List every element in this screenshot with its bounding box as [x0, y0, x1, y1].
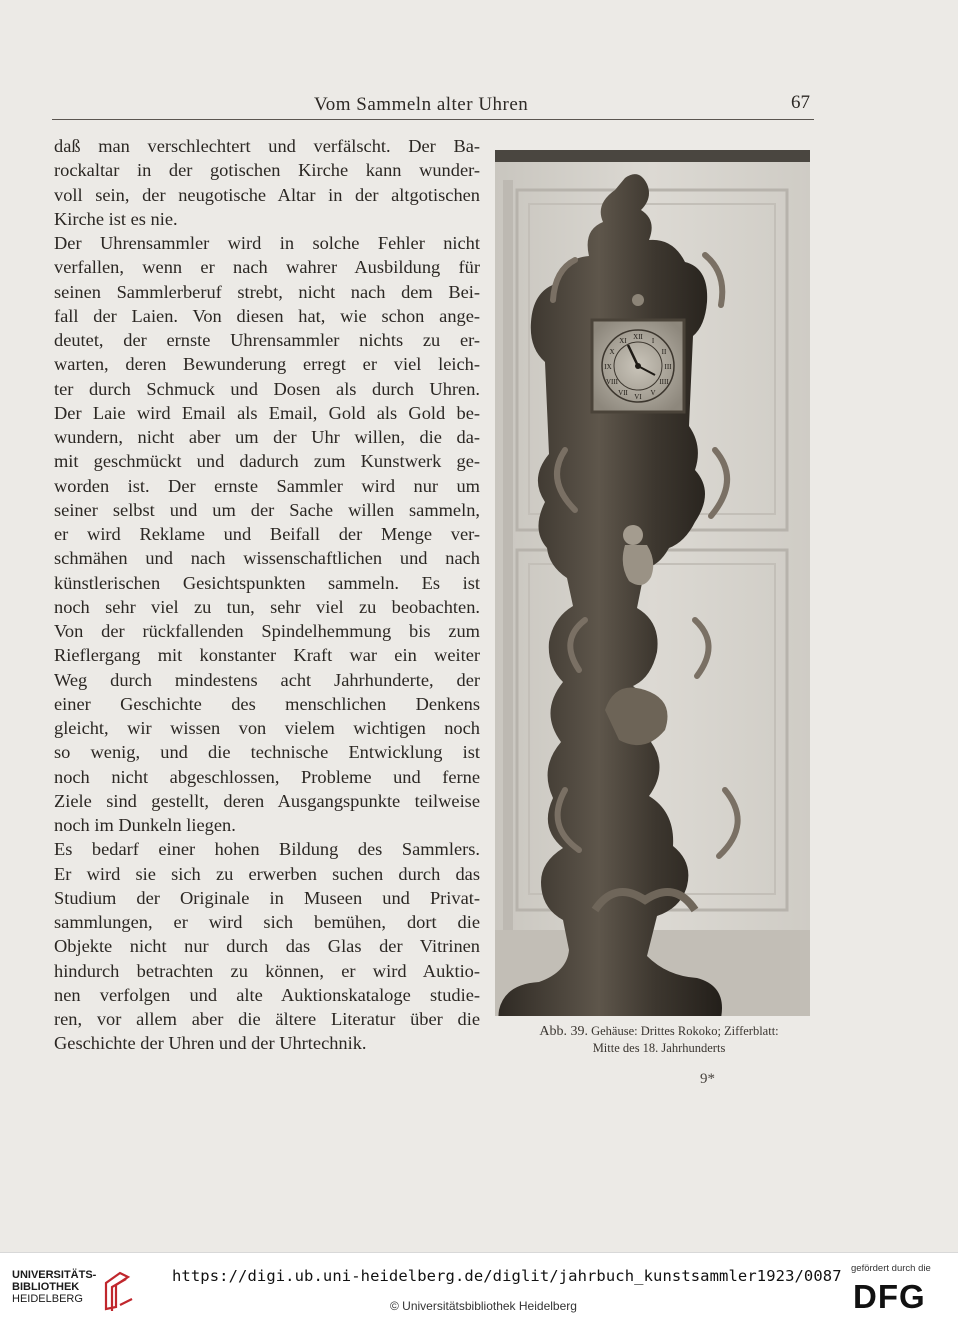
- text-line: er wird Reklame und Beifall der Menge ver-: [54, 524, 480, 544]
- text-line: sammlungen, er wird sich bemühen, dort die: [54, 912, 480, 932]
- signature-mark: 9*: [700, 1071, 715, 1087]
- caption-label: Abb. 39.: [539, 1024, 588, 1039]
- text-line: seinen Sammlerberuf strebt, nicht nach dem Bei-: [54, 281, 480, 302]
- text-line: deutet, der ernste Uhrensammler nichts zu er-: [54, 330, 480, 350]
- text-line: Geschichte der Uhren und der Uhrtechnik.: [54, 1033, 367, 1054]
- dfg-logo[interactable]: [848, 1261, 948, 1317]
- footer-bar: [0, 1252, 958, 1323]
- text-line: Ziele sind gestellt, deren Ausgangspunkte teilweise: [54, 790, 480, 811]
- running-head-title: Vom Sammeln alter Uhren: [314, 94, 529, 115]
- text-line: Von der rückfallenden Spindelhemmung bis zum: [54, 621, 480, 641]
- header-rule: [52, 119, 814, 120]
- library-name: [12, 1269, 96, 1305]
- page-number: 67: [791, 92, 810, 113]
- clock-figure: [495, 150, 810, 1016]
- text-line: Es bedarf einer hohen Bildung des Sammlers.: [54, 839, 480, 860]
- clock-numeral: III: [664, 363, 672, 371]
- text-line: Objekte nicht nur durch das Glas der Vitrinen: [54, 936, 480, 957]
- text-line: nen verfolgen und alte Auktionskataloge studie-: [54, 984, 480, 1005]
- clock-numeral: VIII: [605, 378, 619, 386]
- text-line: Rieflergang mit konstanter Kraft war ein weiter: [54, 645, 480, 666]
- clock-photograph: [495, 150, 810, 1016]
- text-line: fall der Laien. Von diesen hat, wie schon ange-: [54, 305, 480, 326]
- dfg-wordmark: DFG: [853, 1278, 926, 1315]
- text-line: noch sehr viel zu tun, sehr viel zu beobachten.: [54, 596, 480, 617]
- text-line: wundern, nicht aber um der Uhr willen, die da-: [54, 427, 480, 447]
- clock-numeral: VII: [618, 389, 628, 397]
- clock-numeral: XI: [619, 337, 627, 345]
- body-text: [54, 134, 480, 1056]
- clock-numeral: X: [609, 348, 615, 356]
- text-line: noch nicht abgeschlossen, Probleme und ferne: [54, 766, 480, 787]
- library-name-line-2: BIBLIOTHEK: [12, 1281, 80, 1293]
- clock-numeral: IIII: [659, 378, 669, 386]
- text-line: voll sein, der neugotische Altar in der altgotischen: [54, 184, 480, 205]
- text-line: verfallen, wenn er nach wahrer Ausbildung für: [54, 257, 480, 278]
- text-line: einer Geschichte des menschlichen Denkens: [54, 693, 480, 714]
- ub-mark-icon: [98, 1269, 134, 1313]
- text-line: noch im Dunkeln liegen.: [54, 815, 236, 835]
- text-line: Weg durch mindestens acht Jahrhunderte, der: [54, 669, 480, 690]
- text-line: ren, vor allem aber die ältere Literatur über die: [54, 1009, 480, 1029]
- text-line: Kirche ist es nie.: [54, 208, 178, 229]
- text-line: schmähen und nach wissenschaftlichen und nach: [54, 548, 480, 569]
- clock-numeral: I: [651, 337, 655, 345]
- clock-numeral: XII: [633, 333, 643, 341]
- text-line: hindurch betrachten zu können, er wird Auktio-: [54, 960, 480, 981]
- text-line: Er wird sie sich zu erwerben suchen durch das: [54, 863, 480, 884]
- permalink-url[interactable]: https://digi.ub.uni-heidelberg.de/diglit/jahrbuch_kunstsammler1923/0087: [172, 1267, 842, 1285]
- ub-heidelberg-logo[interactable]: [12, 1269, 162, 1313]
- text-line: Der Uhrensammler wird in solche Fehler nicht: [54, 233, 480, 253]
- clock-numeral: V: [650, 389, 656, 397]
- text-line: gleicht, wir wissen von vielem wichtigen noch: [54, 718, 480, 738]
- library-name-line-1: UNIVERSITÄTS-: [12, 1269, 97, 1281]
- text-line: ter durch Schmuck und Dosen als durch Uhren.: [54, 378, 480, 399]
- clock-numeral: IX: [604, 363, 612, 371]
- text-line: daß man verschlechtert und verfälscht. Der Ba-: [54, 136, 480, 156]
- text-line: mit geschmückt und dadurch zum Kunstwerk ge-: [54, 451, 480, 472]
- figure-caption: [500, 1023, 818, 1056]
- caption-line-2: Mitte des 18. Jahrhunderts: [592, 1041, 726, 1055]
- text-line: seiner selbst und um der Sache willen sammeln,: [54, 499, 480, 520]
- funding-note: gefördert durch die: [851, 1263, 931, 1274]
- caption-line-1: Gehäuse: Drittes Rokoko; Zifferblatt:: [591, 1024, 779, 1038]
- copyright-notice: © Universitätsbibliothek Heidelberg: [390, 1299, 577, 1313]
- text-line: Der Laie wird Email als Email, Gold als Gold be-: [54, 402, 480, 423]
- running-head: [52, 92, 814, 120]
- text-line: rockaltar in der gotischen Kirche kann wunder-: [54, 160, 480, 181]
- library-name-line-3: HEIDELBERG: [12, 1293, 83, 1305]
- text-line: so wenig, und die technische Entwicklung ist: [54, 742, 480, 763]
- clock-numeral: II: [661, 348, 667, 356]
- text-line: warten, deren Bewunderung erregt er viel leich-: [54, 354, 480, 375]
- text-line: worden ist. Der ernste Sammler wird nur um: [54, 475, 480, 496]
- text-line: künstlerischen Gesichtspunkten sammeln. Es ist: [54, 572, 480, 593]
- clock-numeral: VI: [634, 393, 642, 401]
- text-line: Studium der Originale in Museen und Privat-: [54, 887, 480, 908]
